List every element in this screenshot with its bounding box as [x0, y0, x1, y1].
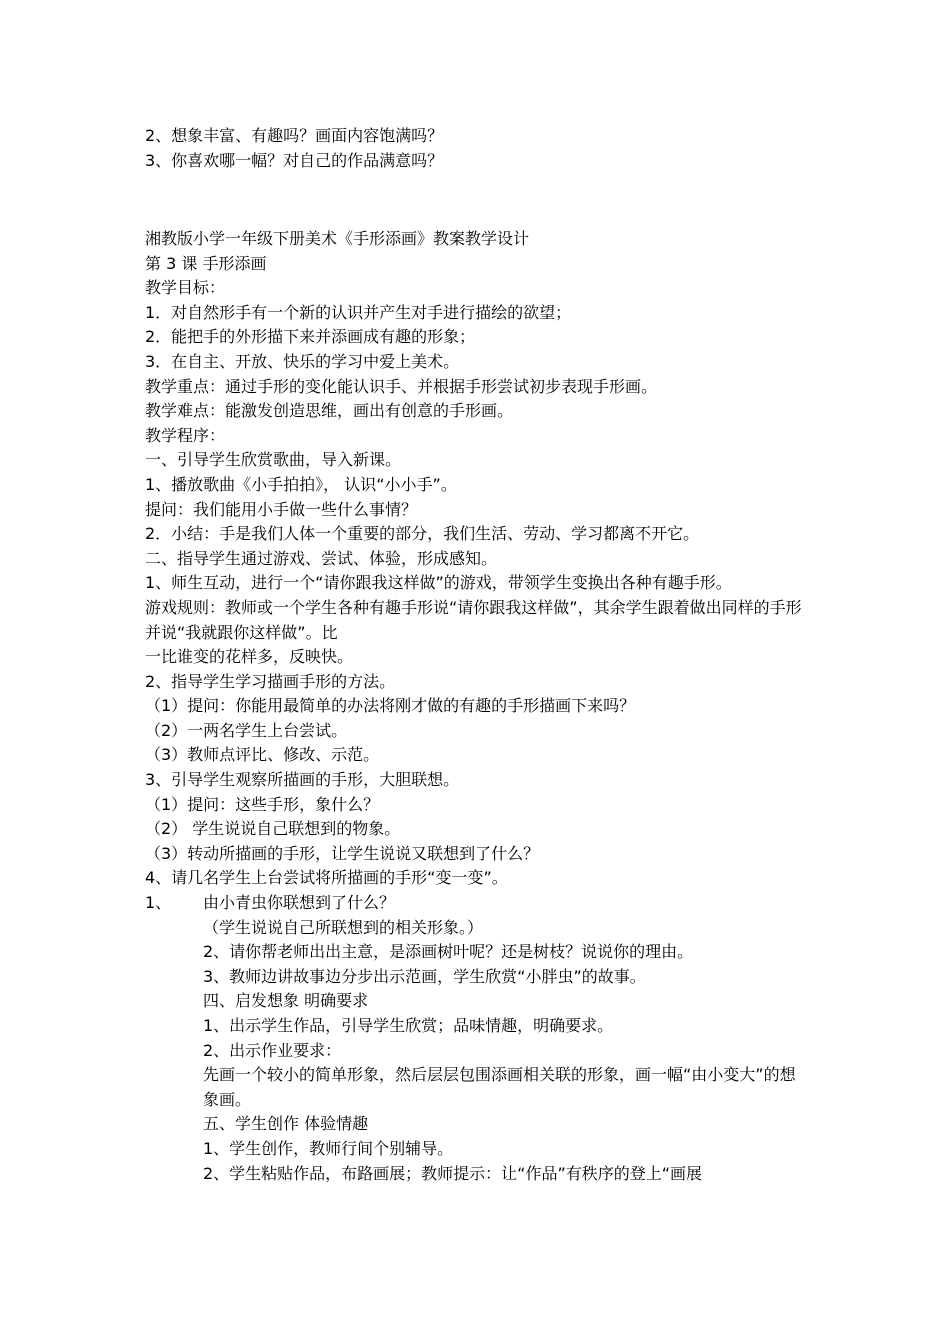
lesson-name: 第 3 课 手形添画: [145, 253, 267, 273]
goal-item: 2．能把手的外形描下来并添画成有趣的形象；: [145, 327, 476, 347]
procedure-heading: 教学程序：: [145, 425, 226, 445]
goals-heading: 教学目标：: [145, 278, 226, 298]
section-line: （2）一两名学生上台尝试。: [145, 720, 348, 740]
section-heading: 一、引导学生欣赏歌曲，导入新课。: [145, 450, 402, 470]
section-line: 2．小结：手是我们人体一个重要的部分，我们生活、劳动、学习都离不开它。: [145, 524, 700, 544]
item-text: 由小青虫你联想到了什么？: [203, 893, 396, 913]
section-line: （3）教师点评比、修改、示范。: [145, 745, 380, 765]
indented-line: 1、学生创作，教师行间个别辅导。: [203, 1138, 454, 1158]
section-line: （1）提问：你能用最简单的办法将刚才做的有趣的手形描画下来吗？: [145, 696, 636, 716]
key-point: 教学重点：通过手形的变化能认识手、并根据手形尝试初步表现手形画。: [145, 376, 658, 396]
section-line: 2、指导学生学习描画手形的方法。: [145, 671, 396, 691]
section-line: 3、引导学生观察所描画的手形，大胆联想。: [145, 770, 460, 790]
section-line: （1）提问：这些手形，象什么？: [145, 794, 380, 814]
numbered-item: [145, 891, 810, 916]
goal-item: 1．对自然形手有一个新的认识并产生对手进行描绘的欲望；: [145, 302, 572, 322]
game-rules-continued: 一比谁变的花样多，反映快。: [145, 647, 354, 667]
section-line: （2） 学生说说自己联想到的物象。: [145, 819, 401, 839]
indented-line: 2、出示作业要求：: [203, 1040, 342, 1060]
lesson-plan: [145, 227, 810, 1186]
goal-item: 3．在自主、开放、快乐的学习中爱上美术。: [145, 351, 460, 371]
section-line: 1、播放歌曲《小手拍拍》， 认识“小小手”。: [145, 474, 457, 494]
game-rules: 游戏规则：教师或一个学生各种有趣手形说“请你跟我这样做”，其余学生跟着做出同样的手形并说“我就跟你这样做”。比: [145, 597, 802, 642]
indented-line: 3、教师边讲故事边分步出示范画，学生欣赏“小胖虫”的故事。: [203, 966, 646, 986]
question-line: 2、想象丰富、有趣吗？画面内容饱满吗？: [145, 126, 444, 145]
document-title: 湘教版小学一年级下册美术《手形添画》教案教学设计: [145, 229, 530, 248]
section-heading: 二、指导学生通过游戏、尝试、体验，形成感知。: [145, 548, 498, 568]
difficulty: 教学难点：能激发创造思维，画出有创意的手形画。: [145, 401, 514, 421]
game-description: 1、师生互动，进行一个“请你跟我这样做”的游戏，带领学生变换出各种有趣手形。: [145, 573, 732, 593]
section-line: 提问：我们能用小手做一些什么事情？: [145, 499, 418, 519]
indented-line: 1、出示学生作品，引导学生欣赏；品味情趣，明确要求。: [203, 1016, 614, 1035]
indented-line: 2、请你帮老师出出主意，是添画树叶呢？还是树枝？说说你的理由。: [203, 942, 694, 962]
section-line: （3）转动所描画的手形，让学生说说又联想到了什么？: [145, 843, 540, 863]
indented-line: （学生说说自己所联想到的相关形象。）: [203, 917, 484, 937]
assignment-text: 先画一个较小的简单形象，然后层层包围添画相关联的形象，画一幅“由小变大”的想象画。: [203, 1065, 796, 1109]
section-heading: 四、启发想象 明确要求: [203, 991, 369, 1011]
question-line: 3、你喜欢哪一幅？对自己的作品满意吗？: [145, 150, 444, 170]
evaluation-questions: [145, 124, 810, 173]
indented-line: 2、学生粘贴作品，布路画展；教师提示：让“作品”有秩序的登上“画展: [203, 1163, 703, 1183]
item-number: 1、: [145, 893, 172, 913]
section-heading: 五、学生创作 体验情趣: [203, 1114, 369, 1134]
section-line: 4、请几名学生上台尝试将所描画的手形“变一变”。: [145, 868, 508, 888]
